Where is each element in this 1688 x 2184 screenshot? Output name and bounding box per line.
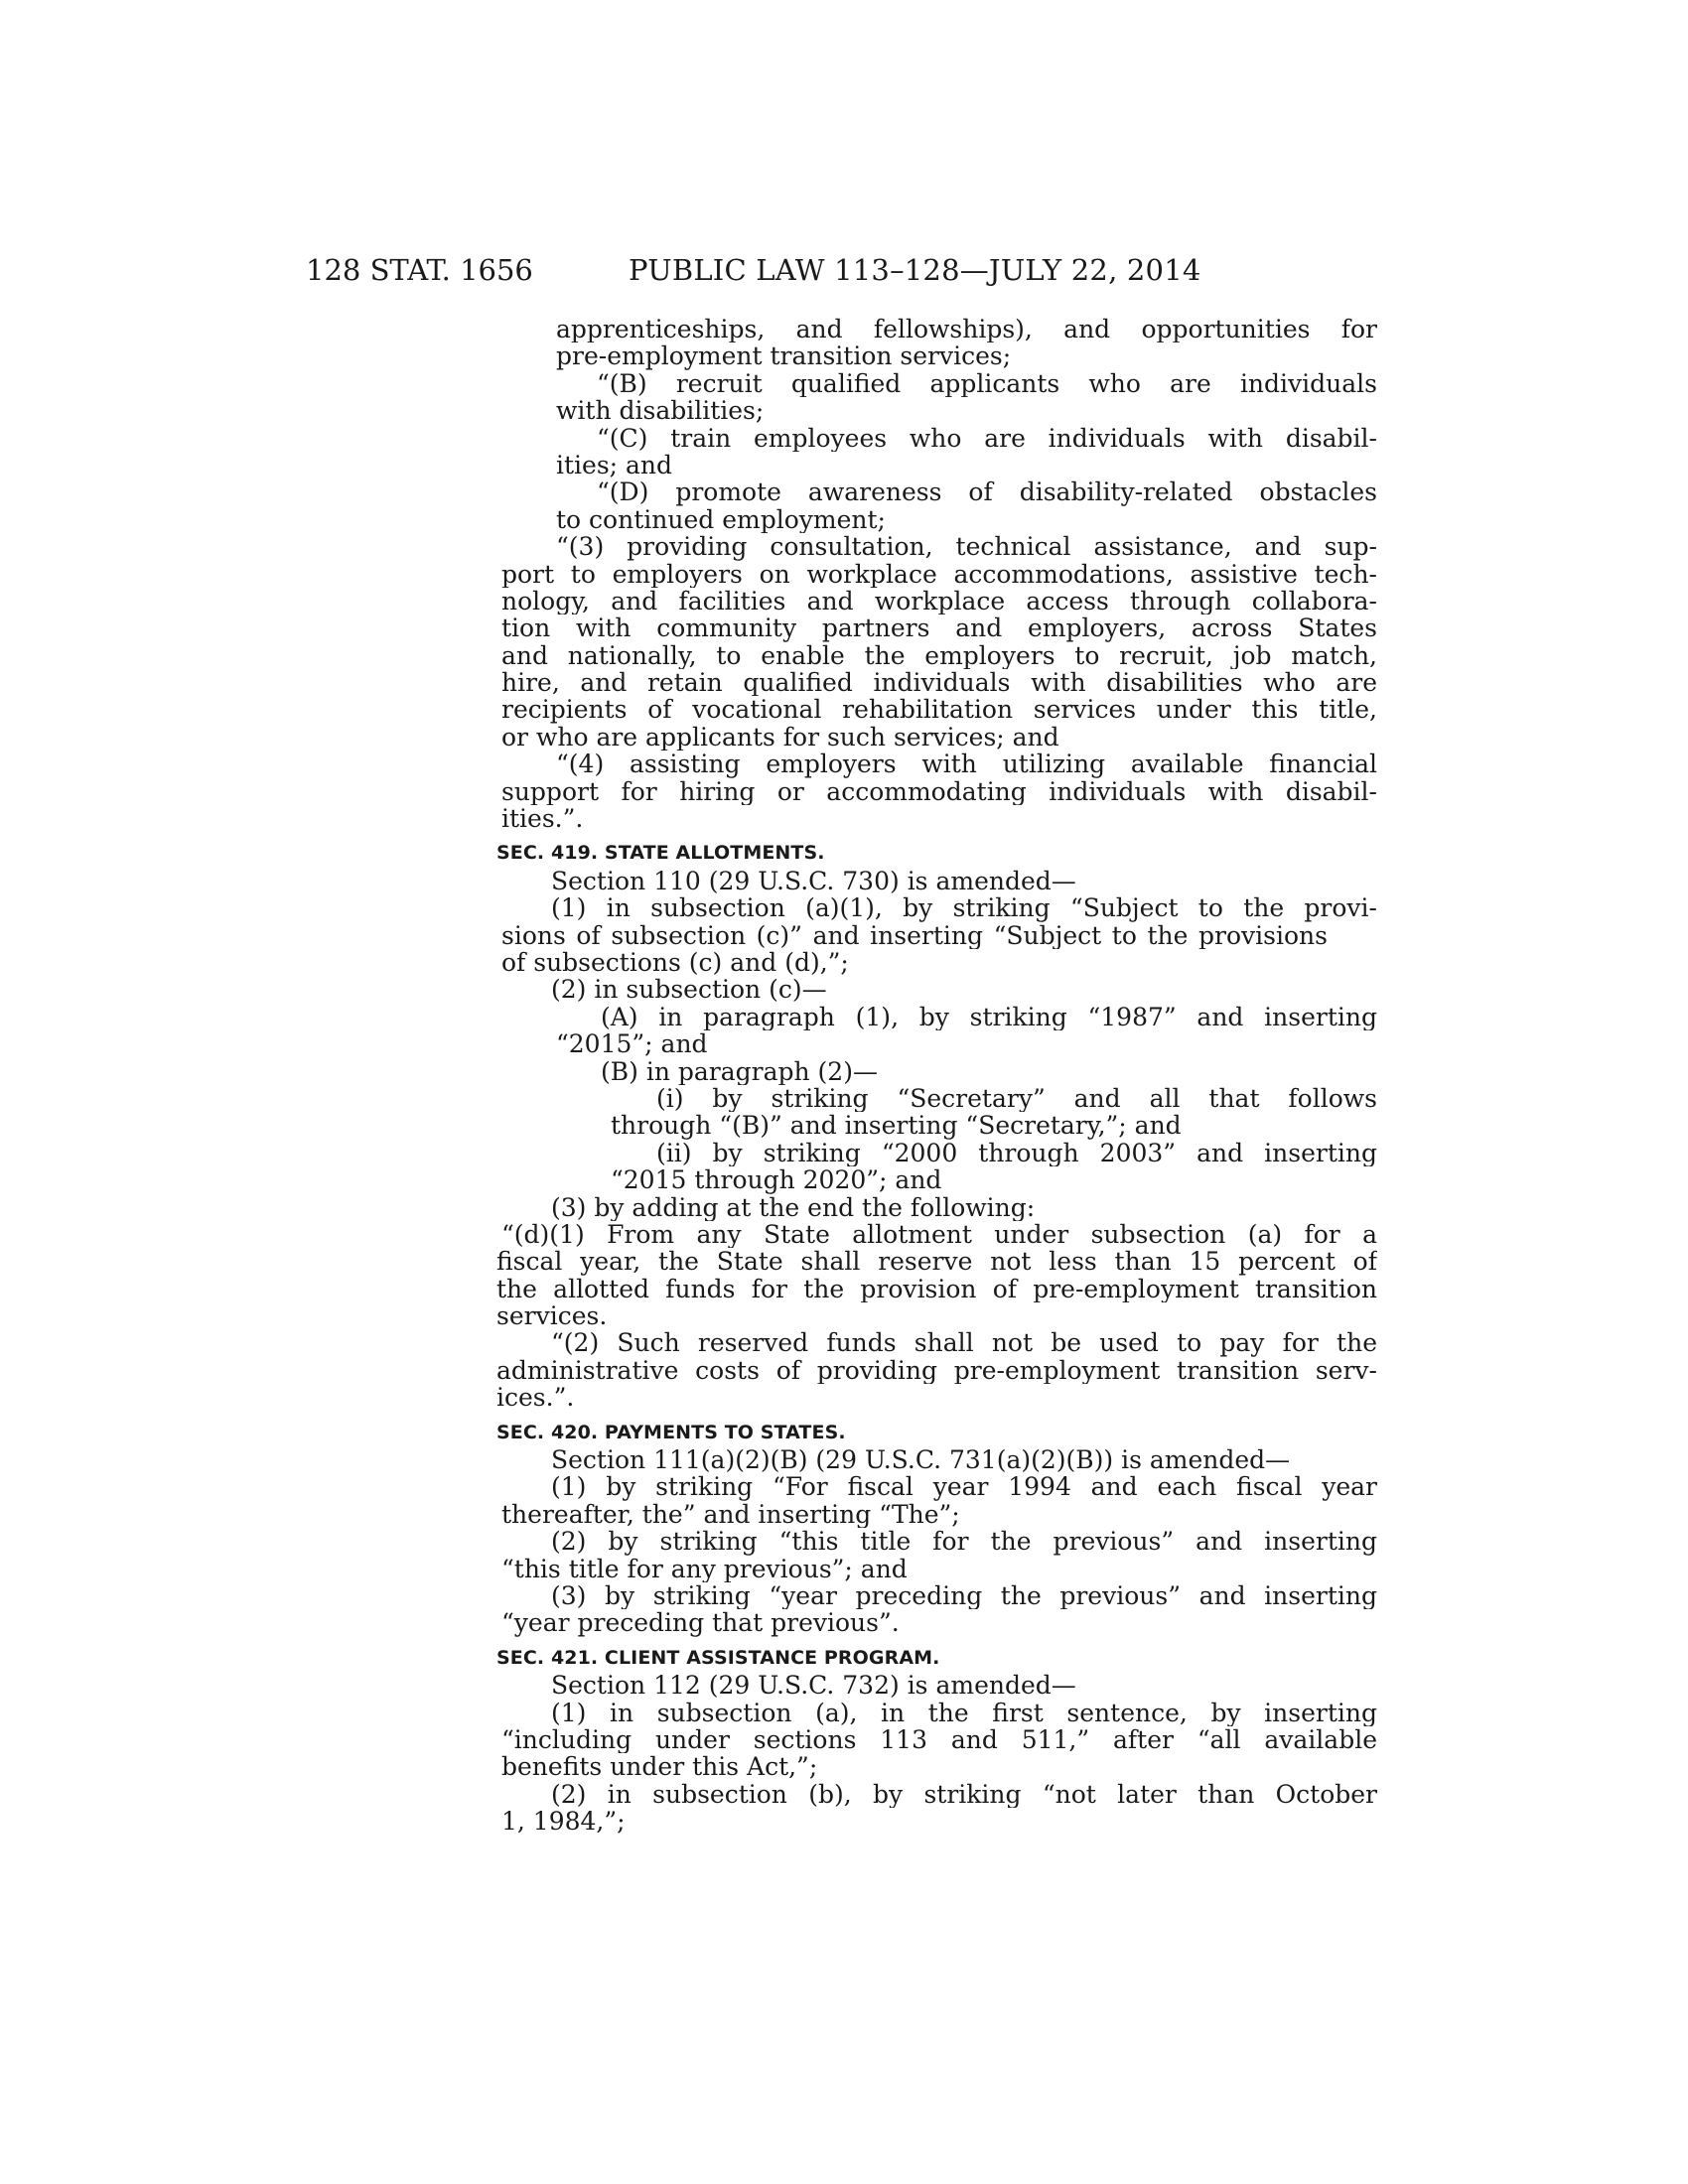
text-line: apprenticeships, and fellowships), and opportunities for bbox=[556, 316, 1377, 343]
text-line: the allotted funds for the provision of pre-employment transition bbox=[496, 1275, 1377, 1303]
text-line: “including under sections 113 and 511,” after “all available bbox=[501, 1725, 1377, 1754]
text-line: ices.”. bbox=[496, 1384, 575, 1412]
text-line: (B) in paragraph (2)— bbox=[601, 1057, 878, 1085]
text-line: Section 111(a)(2)(B) (29 U.S.C. 731(a)(2)(B)) is amended— bbox=[551, 1446, 1291, 1474]
text-line: recipients of vocational rehabilitation services under this title, bbox=[501, 696, 1377, 724]
page-header bbox=[306, 253, 1378, 293]
text-line: 1, 1984,”; bbox=[501, 1808, 626, 1836]
text-line: and nationally, to enable the employers to recruit, job match, bbox=[501, 641, 1377, 670]
section-heading-421: SEC. 421. CLIENT ASSISTANCE PROGRAM. bbox=[496, 1646, 940, 1669]
statute-page-number: 128 STAT. 1656 bbox=[306, 253, 533, 287]
section-heading-419: SEC. 419. STATE ALLOTMENTS. bbox=[496, 842, 825, 865]
text-line: “(d)(1) From any State allotment under subsection (a) for a bbox=[501, 1220, 1377, 1249]
text-line: fiscal year, the State shall reserve not less than 15 percent of bbox=[496, 1248, 1377, 1276]
text-line: to continued employment; bbox=[556, 505, 886, 534]
text-line: “(3) providing consultation, technical assistance, and sup- bbox=[556, 533, 1377, 561]
public-law-title: PUBLIC LAW 113–128—JULY 22, 2014 bbox=[629, 253, 1201, 287]
text-line: “2015 through 2020”; and bbox=[611, 1166, 942, 1194]
section-heading-420: SEC. 420. PAYMENTS TO STATES. bbox=[496, 1421, 846, 1443]
text-line: or who are applicants for such services; and bbox=[501, 723, 1059, 751]
text-line: (2) in subsection (b), by striking “not later than October bbox=[551, 1780, 1377, 1809]
text-line: thereafter, the” and inserting “The”; bbox=[501, 1500, 960, 1529]
text-line: (2) by striking “this title for the previous” and inserting bbox=[551, 1528, 1377, 1556]
text-line: (1) in subsection (a)(1), by striking “Subject to the provi- bbox=[551, 894, 1377, 922]
text-line: Section 112 (29 U.S.C. 732) is amended— bbox=[551, 1672, 1076, 1700]
text-line: ities.”. bbox=[501, 805, 584, 833]
text-line: (i) by striking “Secretary” and all that follows bbox=[656, 1084, 1377, 1113]
text-line: “(D) promote awareness of disability-related obstacles bbox=[597, 478, 1377, 506]
document-body bbox=[496, 316, 1377, 1836]
text-line: nology, and facilities and workplace access through collabora- bbox=[501, 587, 1377, 615]
text-line: (3) by striking “year preceding the previous” and inserting bbox=[551, 1581, 1377, 1610]
text-line: (1) by striking “For fiscal year 1994 and each fiscal year bbox=[551, 1473, 1377, 1501]
text-line: sions of subsection (c)” and inserting “Subject to the provisions bbox=[501, 921, 1328, 949]
text-line: through “(B)” and inserting “Secretary,”; and bbox=[611, 1112, 1182, 1140]
text-line: “(C) train employees who are individuals with disabil- bbox=[597, 424, 1377, 452]
text-line: benefits under this Act,”; bbox=[501, 1753, 818, 1781]
text-line: administrative costs of providing pre-employment transition serv- bbox=[496, 1356, 1377, 1385]
text-line: “(2) Such reserved funds shall not be used to pay for the bbox=[551, 1329, 1377, 1357]
text-line: “year preceding that previous”. bbox=[501, 1609, 900, 1637]
text-line: (2) in subsection (c)— bbox=[551, 976, 827, 1004]
text-line: of subsections (c) and (d),”; bbox=[501, 948, 849, 977]
text-line: (3) by adding at the end the following: bbox=[551, 1193, 1036, 1221]
text-line: “2015”; and bbox=[556, 1030, 708, 1058]
text-line: port to employers on workplace accommodations, assistive tech- bbox=[501, 560, 1377, 588]
text-line: Section 110 (29 U.S.C. 730) is amended— bbox=[551, 867, 1076, 895]
text-line: “(4) assisting employers with utilizing available financial bbox=[556, 751, 1377, 778]
text-line: “this title for any previous”; and bbox=[501, 1555, 908, 1582]
text-line: pre-employment transition services; bbox=[556, 342, 1012, 370]
text-line: hire, and retain qualified individuals with disabilities who are bbox=[501, 669, 1377, 697]
text-line: tion with community partners and employers, across States bbox=[501, 614, 1377, 642]
text-line: support for hiring or accommodating individuals with disabil- bbox=[501, 777, 1377, 806]
text-line: (1) in subsection (a), in the first sentence, by inserting bbox=[551, 1699, 1377, 1726]
text-line: “(B) recruit qualified applicants who are individuals bbox=[597, 369, 1377, 398]
text-line: (A) in paragraph (1), by striking “1987” and inserting bbox=[601, 1003, 1377, 1031]
text-line: with disabilities; bbox=[556, 397, 765, 425]
text-line: (ii) by striking “2000 through 2003” and inserting bbox=[656, 1139, 1377, 1167]
text-line: ities; and bbox=[556, 451, 673, 479]
text-line: services. bbox=[496, 1302, 608, 1330]
